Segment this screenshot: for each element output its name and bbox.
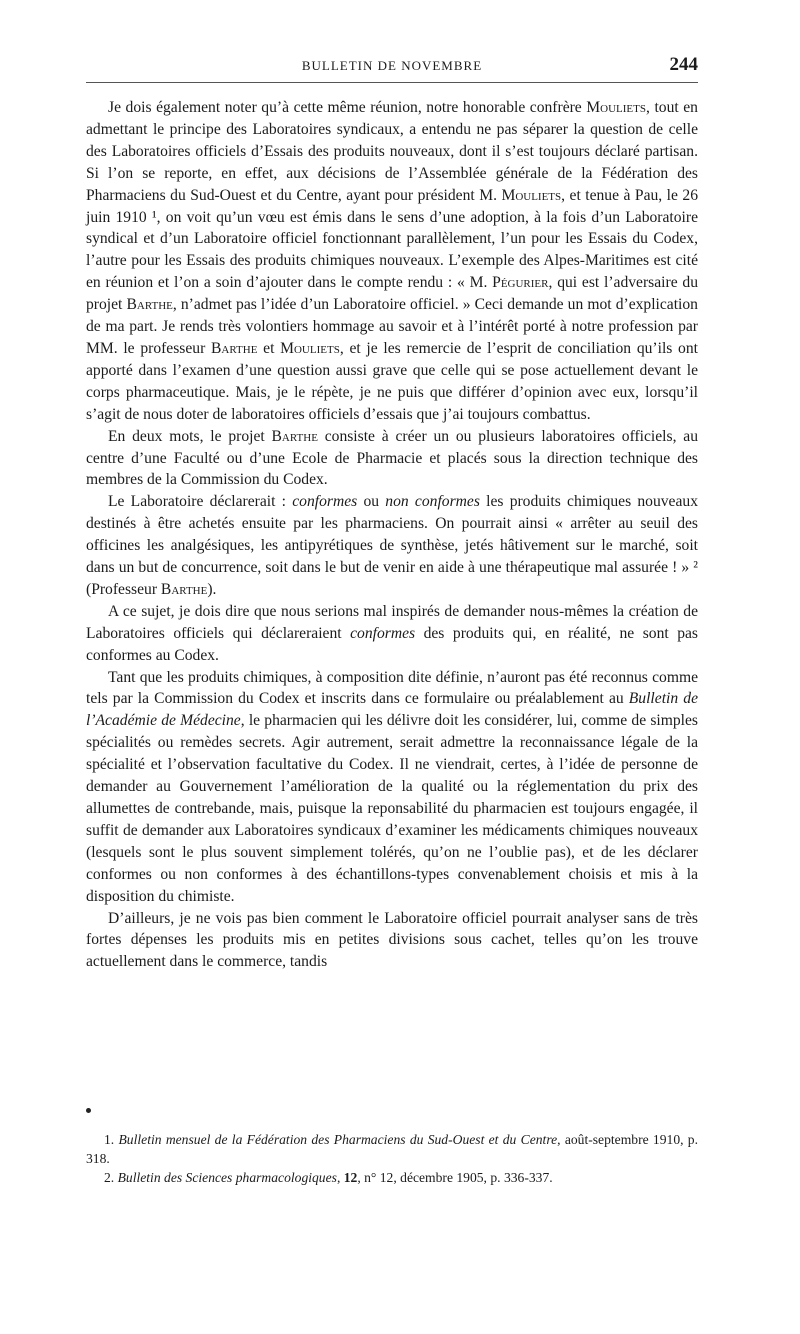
- person-name: Barthe: [126, 296, 173, 314]
- paragraph: [86, 667, 698, 908]
- person-name: Mouliets: [501, 186, 562, 204]
- italic-text: conformes: [292, 493, 358, 511]
- text-run: Je dois également noter qu’à cette même réunion, notre honorable confrère: [108, 99, 587, 116]
- text-run: , n° 12, décembre 1905, p. 336-337.: [357, 1170, 553, 1185]
- text-run: , n’admet pas l’idée d’un Laboratoire officiel. » Ceci demande un mot d’explication de ma part. Je rends très volontiers hommage au savoir et à l’intérêt porté à notre profession par MM. le professeur: [86, 296, 698, 357]
- text-run: , qui est l’adversaire du projet: [86, 274, 698, 314]
- footnote: [86, 1168, 698, 1187]
- running-title: BULLETIN DE NOVEMBRE: [301, 58, 483, 73]
- text-run: Tant que les produits chimiques, à composition dite définie, n’auront pas été reconnus comme tels par la Commission du Codex et inscrits dans ce formulaire ou préalablement au: [86, 668, 698, 708]
- text-run: et: [257, 339, 281, 357]
- text-run: 12: [343, 1170, 358, 1185]
- person-name: Pégurier: [492, 274, 549, 292]
- paragraph: [86, 908, 698, 974]
- text-run: 1.: [104, 1132, 119, 1147]
- paragraph: [86, 601, 698, 667]
- paragraph: [86, 97, 698, 426]
- italic-text: conformes: [350, 624, 416, 642]
- text-run: des produits qui, en réalité, ne sont pas conformes au Codex.: [86, 624, 698, 664]
- text-run: , le pharmacien qui les délivre doit les considérer, lui, comme de simples spécialités ou remèdes secrets. Agir autrement, serait admettre la reconnaissance légale de la spécialité et l’observation facultative du Codex. Il ne viendrait, certes, à l’idée de personne de demander au Gouvernement l’amélioration de la qualité ou la réglementation du prix des allumettes de contrebande, mais, puisque la reponsabilité du pharmacien est toujours engagée, il suffit de demander aux Laboratoires syndicaux d’examiner les médicaments chimiques nouveaux (lesquels sont le plus souvent simplement tolérés, qu’on ne l’oublie pas), et de les déclarer conformes ou non conformes à des échantillons-types convenablement choisis et mis à la disposition du chimiste.: [86, 712, 698, 905]
- text-run: , et je les remercie de l’esprit de conciliation qu’ils ont apporté dans l’examen d’une question aussi grave que celle qui se pose actuellement devant le corps pharmaceutique. Mais, je le répète, je ne puis que différer d’opinion avec eux, lorsqu’il s’agit de nous doter de laboratoires officiels d’essais que j’ai toujours combattus.: [86, 339, 698, 423]
- person-name: Barthe: [271, 427, 318, 445]
- text-run: Le Laboratoire déclarerait :: [108, 493, 293, 511]
- ink-dot-mark: [86, 1108, 91, 1113]
- person-name: Barthe: [160, 580, 208, 598]
- text-run: En deux mots, le projet: [108, 427, 272, 445]
- person-name: Barthe: [211, 339, 258, 357]
- italic-text: Bulletin de l’Académie de Médecine: [86, 690, 698, 730]
- text-run: , tout en admettant le principe des Laboratoires syndicaux, a entendu ne pas séparer la question de celle des Laboratoires officiels d’Essais des produits nouveaux, dont il s’est toujours déclaré partisan. Si l’on se reporte, en effet, aux décisions de l’Assemblée générale de la Fédération des Pharmaciens du Sud-Ouest et du Centre, ayant pour président M.: [86, 99, 698, 204]
- text-run: ,: [336, 1170, 344, 1185]
- footnote: [86, 1130, 698, 1168]
- paragraph: [86, 426, 698, 492]
- text-run: ou: [357, 493, 386, 511]
- running-head: [86, 52, 698, 83]
- text-run: ).: [207, 580, 217, 598]
- text-run: 2.: [104, 1170, 118, 1185]
- paragraph: [86, 491, 698, 601]
- text-run: D’ailleurs, je ne vois pas bien comment le Laboratoire officiel pourrait analyser sans de très fortes dépenses les produits mis en petites divisions sous cachet, telles qu’on les trouve actuellement dans le commerce, tandis: [86, 909, 698, 971]
- italic-text: Bulletin des Sciences pharmacologiques: [117, 1170, 337, 1185]
- page-number: 244: [669, 54, 698, 75]
- body-text: [86, 97, 698, 973]
- text-run: A ce sujet, je dois dire que nous serions mal inspirés de demander nous-mêmes la création de Laboratoires officiels qui déclareraient: [86, 602, 698, 642]
- person-name: Mouliets: [586, 99, 646, 116]
- footnotes: [86, 1130, 698, 1187]
- person-name: Mouliets: [280, 339, 340, 357]
- italic-text: non conformes: [385, 493, 480, 511]
- text-run: les produits chimiques nouveaux destinés à être achetés ensuite par les pharmaciens. On pourrait ainsi « arrêter au seuil des officines les analgésiques, les antipyrétiques de synthèse, jetés hâtivement sur le marché, soit dans un but de concurrence, soit dans le but de venir en aide à une thérapeutique mal assurée ! » ² (Professeur: [86, 493, 698, 598]
- text-run: , et tenue à Pau, le 26 juin 1910 ¹, on voit qu’un vœu est émis dans le sens d’une adoption, à la fois d’un Laboratoire syndical et d’un Laboratoire officiel fonctionnant parallèlement, l’un pour les Essais du Codex, l’autre pour les Essais des produits chimiques nouveaux. L’exemple des Alpes-Maritimes est cité en réunion et l’on a soin d’ajouter dans le compte rendu : « M.: [86, 186, 698, 292]
- page: [86, 52, 698, 973]
- text-run: consiste à créer un ou plusieurs laboratoires officiels, au centre d’une Faculté ou d’une Ecole de Pharmacie et placés sous la direction technique des membres de la Commission du Codex.: [86, 427, 698, 489]
- text-run: , août-septembre 1910, p. 318.: [86, 1132, 699, 1166]
- italic-text: Bulletin mensuel de la Fédération des Pharmaciens du Sud-Ouest et du Centre: [118, 1132, 558, 1147]
